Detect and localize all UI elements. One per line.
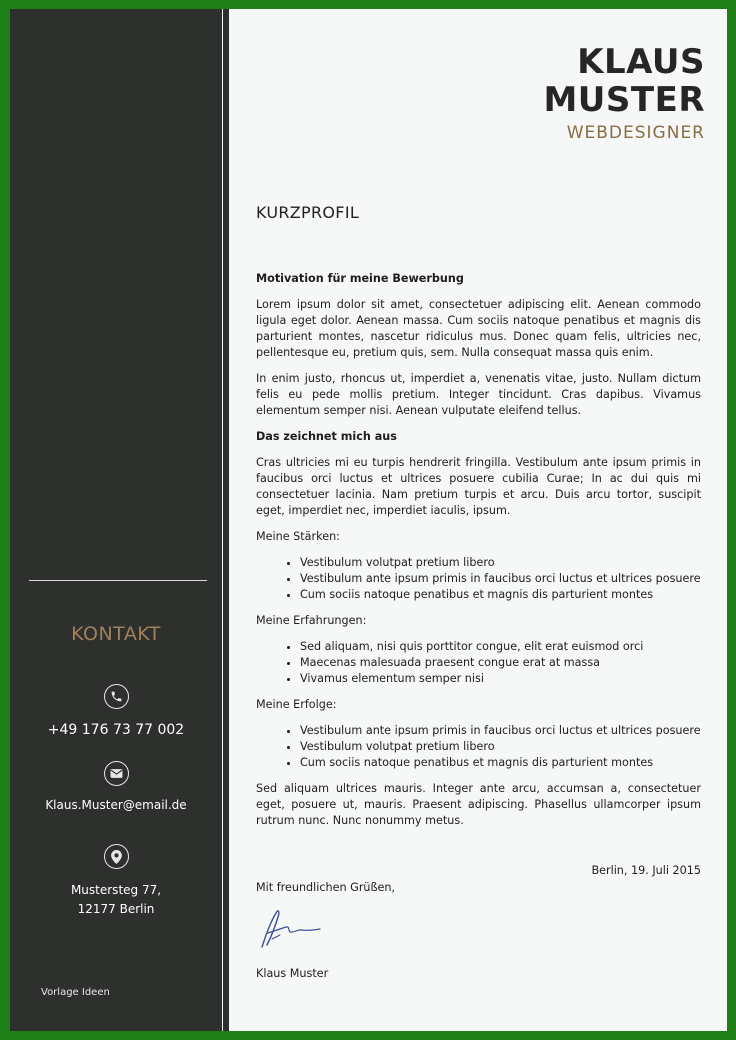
list-item: • Vestibulum volutpat pretium libero [300,739,701,755]
date-line: Berlin, 19. Juli 2015 [591,864,701,877]
paragraph-1: Lorem ipsum dolor sit amet, consectetuer adipiscing elit. Aenean commodo ligula eget dolor. Aenean massa. Cum sociis natoque penatibus et magnis dis parturient montes, nascetur ridiculus mus. Donec quam felis, ultricies nec, pellentesque eu, pretium quis, sem. Nulla consequat massa quis enim. [256,298,701,359]
list-item: • Maecenas malesuada praesent congue erat at massa [300,655,701,671]
contact-address-line1: Mustersteg 77, [70,883,162,897]
phone-icon [104,684,129,709]
strengths-label: Meine Stärken: [256,530,340,543]
location-pin-icon [104,844,129,869]
contact-phone[interactable]: +49 176 73 77 002 [47,722,185,738]
last-name: MUSTER [543,80,705,120]
cv-page [10,9,727,1031]
list-item: • Vestibulum ante ipsum primis in faucibus orci luctus et ultrices posuere [300,723,701,739]
sidebar-divider [29,580,207,581]
sidebar [10,9,222,1031]
footer-note: Vorlage Ideen [41,987,110,998]
section-title: KURZPROFIL [256,203,360,222]
sidebar-stripe [223,9,229,1031]
list-item: • Vestibulum ante ipsum primis in faucibus orci luctus et ultrices posuere [300,571,701,587]
job-title: WEBDESIGNER [566,123,705,143]
distinguish-heading: Das zeichnet mich aus [256,430,397,443]
list-item: • Sed aliquam, nisi quis porttitor congue, elit erat euismod orci [300,639,701,655]
paragraph-3: Cras ultricies mi eu turpis hendrerit fringilla. Vestibulum ante ipsum primis in faucibus orci luctus et ultrices posuere cubilia Curae; In ac dui quis mi consectetuer lacinia. Nam pretium turpis et arcu. Duis arcu tortor, suscipit eget, imperdiet nec, imperdiet iaculis, ipsum. [256,456,701,517]
closing: Mit freundlichen Grüßen, [256,881,396,894]
contact-heading: KONTAKT [71,623,161,645]
paragraph-4: Sed aliquam ultrices mauris. Integer ante arcu, accumsan a, consectetuer eget, posuere ut, mauris. Praesent adipiscing. Phasellus ullamcorper ipsum rutrum nunc. Nunc nonummy metus. [256,782,701,827]
list-item: • Vivamus elementum semper nisi [300,671,701,687]
name-block [543,43,705,143]
profile-content [256,271,701,839]
list-item: • Cum sociis natoque penatibus et magnis dis parturient montes [300,755,701,771]
experiences-list [256,639,701,687]
experiences-label: Meine Erfahrungen: [256,614,367,627]
list-item: • Vestibulum volutpat pretium libero [300,555,701,571]
motivation-heading: Motivation für meine Bewerbung [256,272,464,285]
successes-label: Meine Erfolge: [256,698,337,711]
contact-email[interactable]: Klaus.Muster@email.de [45,798,187,812]
successes-list [256,723,701,771]
paragraph-2: In enim justo, rhoncus ut, imperdiet a, venenatis vitae, justo. Nullam dictum felis eu pede mollis pretium. Integer tincidunt. Cras dapibus. Vivamus elementum semper nisi. Aenean vulputate eleifend tellus. [256,372,701,417]
envelope-icon [104,761,129,786]
contact-address-line2: 12177 Berlin [77,902,155,916]
strengths-list [256,555,701,603]
list-item: • Cum sociis natoque penatibus et magnis dis parturient montes [300,587,701,603]
signer-name: Klaus Muster [256,967,329,980]
first-name: KLAUS [577,42,705,82]
handwritten-signature [258,905,328,959]
